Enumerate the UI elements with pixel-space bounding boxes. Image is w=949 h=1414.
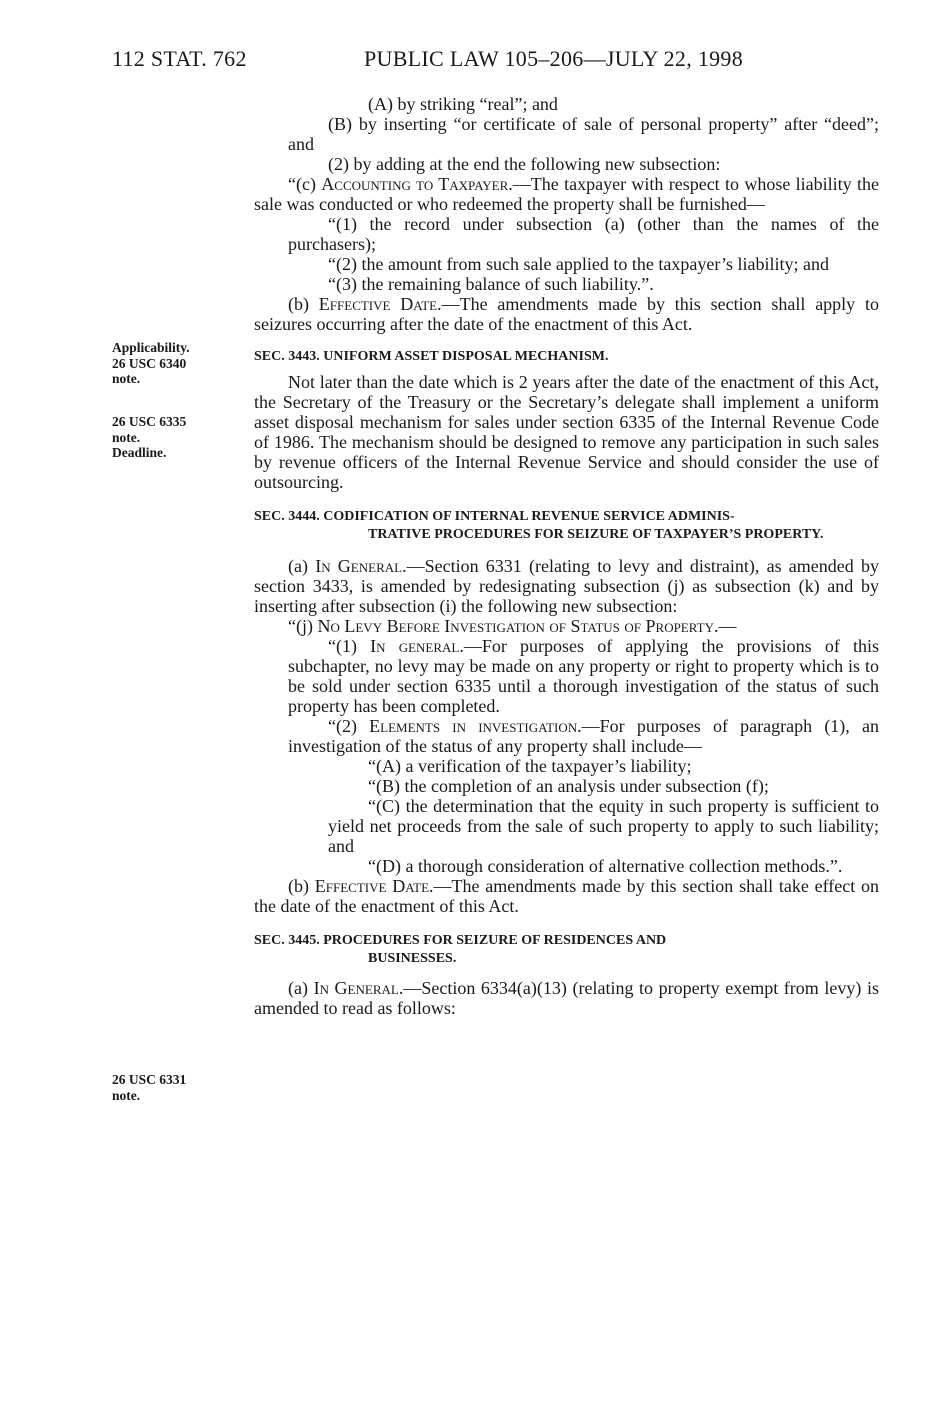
margin-line: note. [112,1087,141,1103]
text-run: (b) [288,876,315,896]
paragraph [254,978,879,1018]
paragraph [254,876,879,916]
text-run: “(j) [288,616,318,636]
text-run: — [718,616,737,636]
margin-note-6331 [112,1072,242,1103]
paragraph: (2) by adding at the end the following new subsection: [328,154,721,174]
margin-line: note. [112,429,141,445]
subsection-heading: In General. [313,978,404,998]
paragraph: (B) by inserting “or certificate of sale of personal property” after “deed”; and [288,114,879,154]
subsection-heading: In general. [370,636,464,656]
paragraph [254,174,879,214]
page-body [254,94,879,1018]
text-run: (a) [288,978,314,998]
paragraph: “(D) a thorough consideration of alternative collection methods.”. [368,856,843,876]
margin-line: note. [112,371,141,386]
text-run: “(c) [288,174,322,194]
margin-line: Deadline. [112,445,167,460]
paragraph: “(2) the amount from such sale applied to the taxpayer’s liability; and [328,254,830,274]
text-run: —For purposes of paragraph (1), an investigation of the status of any property shall include— [288,716,879,756]
paragraph: “(C) the determination that the equity in such property is sufficient to yield net proceeds from the sale of such property to apply to such liability; and [328,796,879,856]
subsection-heading: No Levy Before Investigation of Status of Property. [317,616,719,636]
margin-line: 26 USC 6340 [112,355,187,371]
margin-line: Applicability. [112,340,190,355]
margin-note-deadline [112,414,242,461]
heading-line: SEC. 3444. CODIFICATION OF INTERNAL REVENUE SERVICE ADMINIS- [254,509,735,524]
text-run: (a) [288,556,316,576]
header-stat-page: 112 STAT. 762 [112,46,247,71]
header-public-law: PUBLIC LAW 105–206—JULY 22, 1998 [364,46,744,71]
margin-line: 26 USC 6335 [112,414,187,429]
text-run: (b) [288,294,319,314]
subsection-heading: Accounting to Taxpayer. [321,174,513,194]
heading-line: TRATIVE PROCEDURES FOR SEIZURE OF TAXPAYER’S PROPERTY. [368,527,824,542]
paragraph [254,636,879,716]
text-run: —The amendments made by this section shall apply to seizures occurring after the date of the enactment of this Act. [254,294,879,334]
paragraph: “(B) the completion of an analysis under subsection (f); [368,776,769,796]
text-run: —The amendments made by this section shall take effect on the date of the enactment of this Act. [254,876,879,916]
text-run: —Section 6331 (relating to levy and distraint), as amended by section 3433, is amended by redesignating subsection (j) as subsection (k) and by inserting after subsection (i) the following new subsection: [254,556,880,616]
text-run: —For purposes of applying the provisions of this subchapter, no levy may be made on any property or right to property which is to be sold under section 6335 until a thorough investigation of the status of such property has been completed. [288,636,880,716]
heading-line: BUSINESSES. [368,951,457,966]
text-run: —The taxpayer with respect to whose liability the sale was conducted or who redeemed the property shall be furnished— [254,174,879,214]
text-run: “(2) [328,716,370,736]
text-run: —Section 6334(a)(13) (relating to property exempt from levy) is amended to read as follows: [254,978,879,1018]
page-header [112,46,882,78]
section-heading-3444 [254,508,879,544]
section-heading-3445 [254,932,879,968]
margin-note-applicability [112,340,242,387]
paragraph [254,716,879,756]
paragraph [254,556,879,616]
paragraph: “(1) the record under subsection (a) (other than the names of the purchasers); [288,214,879,254]
paragraph [254,616,879,636]
subsection-heading: In General. [315,556,407,576]
margin-line: 26 USC 6331 [112,1072,187,1087]
text-run: “(1) [328,636,371,656]
paragraph [254,294,879,334]
heading-line: SEC. 3445. PROCEDURES FOR SEIZURE OF RESIDENCES AND [254,933,667,948]
paragraph: Not later than the date which is 2 years after the date of the enactment of this Act, the Secretary of the Treasury or the Secretary’s delegate shall implement a uniform asset disposal mechanism for sales under section 6335 of the Internal Revenue Code of 1986. The mechanism should be designed to remove any participation in such sales by revenue officers of the Internal Revenue Service and should consider the use of outsourcing. [254,372,879,492]
subsection-heading: Effective Date. [314,876,434,896]
subsection-heading: Effective Date. [318,294,442,314]
paragraph: “(3) the remaining balance of such liability.”. [328,274,654,294]
paragraph: (A) by striking “real”; and [368,94,558,114]
paragraph: “(A) a verification of the taxpayer’s liability; [368,756,692,776]
subsection-heading: Elements in investigation. [369,716,582,736]
section-heading-3443: SEC. 3443. UNIFORM ASSET DISPOSAL MECHANISM. [254,349,609,364]
